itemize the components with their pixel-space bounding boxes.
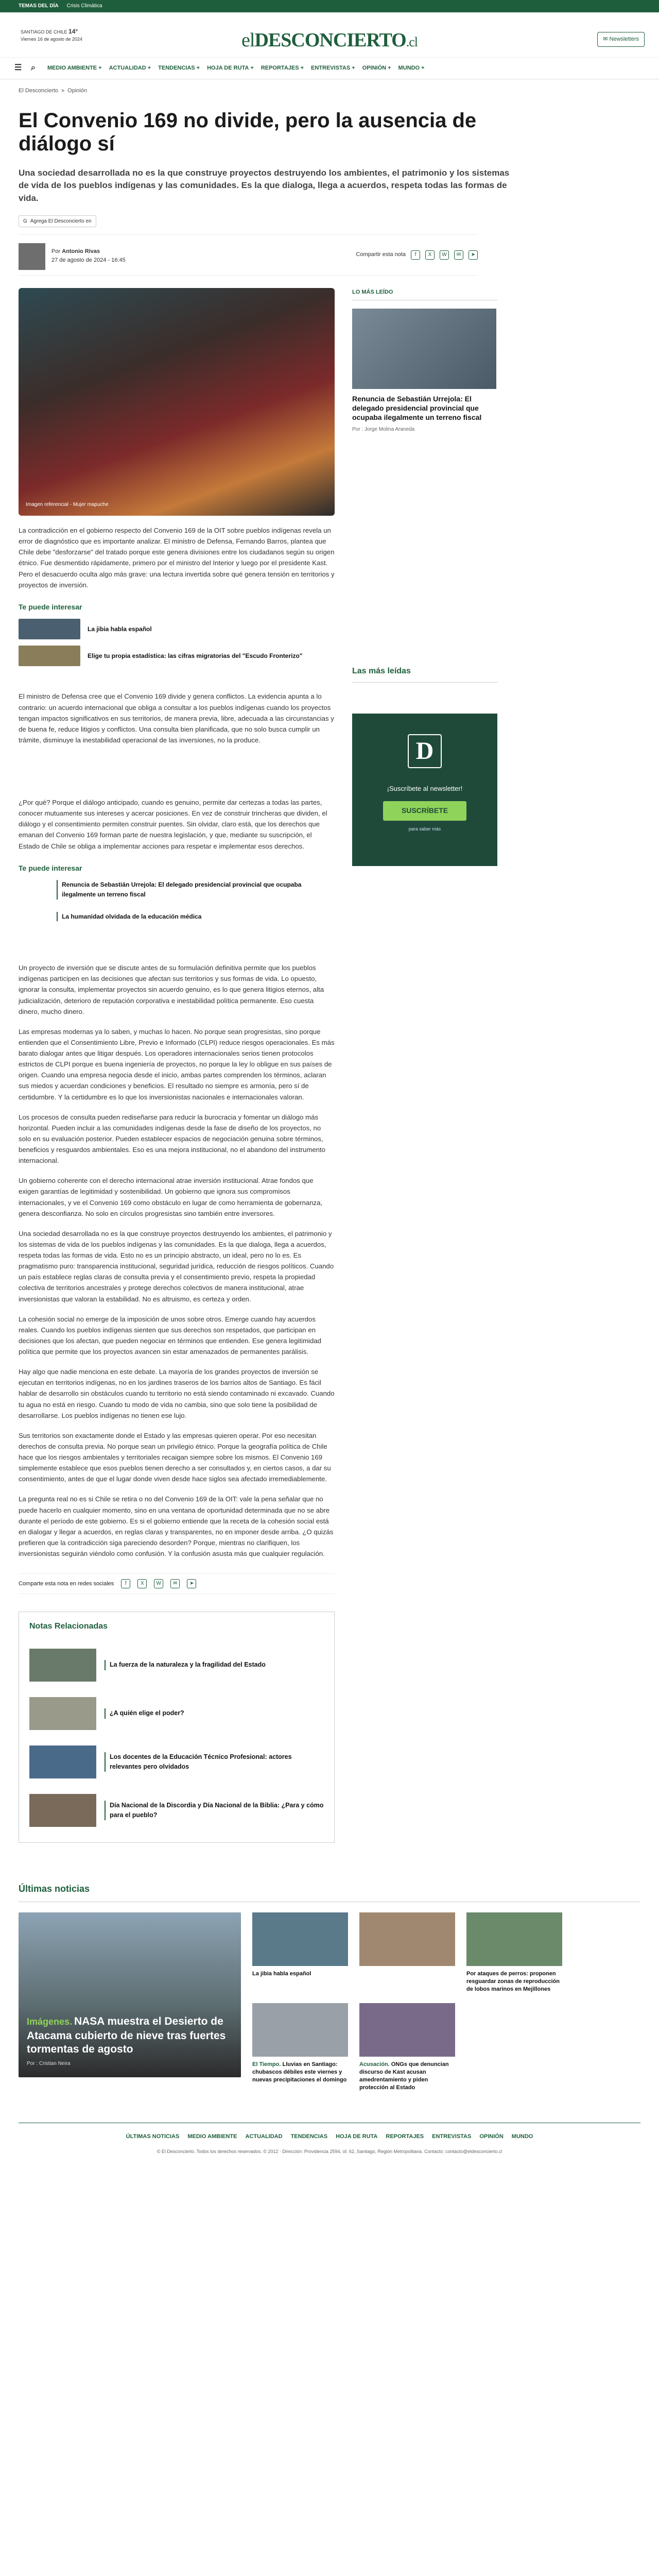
hero-caption: Imagen referencial - Mujer mapuche — [26, 501, 109, 507]
paragraph-11: Sus territorios son exactamente donde el Estado y las empresas quieren operar. Por eso necesitan derechos de consulta previa. No porque sean un privilegio étnico. Porque la geografía política de Chile hace que los riesgos ambientales y territoriales recaigan siempre sobre los mismos. El Convenio 169 simplemente establece que esos pueblos tienen derecho a ser consultados y, en ciertos casos, a dar su consentimiento, antes de que el lugar donde viven desde hace siglos sea afectado irremediablemente. — [19, 1431, 331, 1483]
breadcrumb-section[interactable]: Opinión — [67, 88, 88, 94]
note-thumb — [29, 1745, 96, 1778]
note-thumb — [29, 1649, 96, 1682]
telegram-icon[interactable]: ➤ — [469, 250, 478, 260]
share-label: Compartir esta nota — [356, 251, 406, 258]
plus-icon: + — [196, 64, 200, 71]
nav-item-entrevistas[interactable]: ENTREVISTAS + — [311, 64, 355, 73]
footer-link[interactable]: MEDIO AMBIENTE — [187, 2133, 237, 2140]
main-nav — [0, 58, 659, 79]
newsletter-title: ¡Suscríbete al newsletter! — [387, 784, 463, 792]
related-note[interactable]: La fuerza de la naturaleza y la fragilidad del Estado — [29, 1649, 324, 1682]
nav-item-mundo[interactable]: MUNDO + — [398, 64, 425, 73]
latest-featured-card[interactable]: Imágenes. NASA muestra el Desierto de Atacama cubierto de nieve tras fuertes tormentas de agosto Por : Cristian Neira — [19, 1912, 241, 2077]
related-link-4[interactable]: La humanidad olvidada de la educación médica — [19, 912, 335, 922]
hero-image — [19, 288, 335, 516]
newsletter-box — [352, 714, 497, 866]
paragraph-3: ¿Por qué? Porque el diálogo anticipado, cuando es genuino, permite dar certezas a todas las partes, conocer mutuamente sus intereses y acercar posiciones. En vez de construir trincheras que dividen, el diálogo y el consentimiento permiten construir puentes. Sin olvidar, claro está, que los derechos que emanan del Convenio 169 forman parte de nuestra legislación, y que, mediante su suscripción, el Estado de Chile se obliga a implementar acciones para respetar e implementar esos derechos. — [19, 799, 327, 850]
latest-card[interactable]: Acusación. ONGs que denuncian discurso de Kast acusan amedrentamiento y piden protección al Estado — [359, 2003, 455, 2091]
whatsapp-icon[interactable]: W — [154, 1579, 163, 1588]
related-note[interactable]: Día Nacional de la Discordia y Día Nacional de la Biblia: ¿Para y cómo para el pueblo? — [29, 1794, 324, 1827]
x-icon[interactable]: X — [137, 1579, 147, 1588]
footer-link[interactable]: ENTREVISTAS — [432, 2133, 472, 2140]
topbar-label: TEMAS DEL DÍA — [19, 3, 59, 9]
copyright: © El Desconcierto. Todos los derechos reservados. © 2012 · Dirección: Providencia 2594, of. 62, Santiago, Región Metropolitana. Contacto: contacto@eldesconcierto.cl — [157, 2148, 502, 2154]
paragraph-9: La cohesión social no emerge de la imposición de unos sobre otros. Emerge cuando hay acuerdos reales. Cuando los pueblos indígenas sienten que sus derechos son respetados, que participan en decisiones que los afectan, que pueden negociar en términos que entienden. Ese genera legitimidad política que permite que los proyectos avancen sin estar amenazados de permanentes parálisis. — [19, 1315, 321, 1356]
related-thumb — [19, 619, 80, 639]
nav-item-actualidad[interactable]: ACTUALIDAD + — [109, 64, 151, 73]
latest-card[interactable]: El Tiempo. Lluvias en Santiago: chubascos débiles este viernes y nuevas precipitaciones el domingo — [252, 2003, 348, 2091]
plus-icon: + — [388, 64, 391, 71]
plus-icon: + — [147, 64, 151, 71]
breadcrumb — [0, 83, 659, 99]
temperature: 14° — [68, 28, 78, 35]
author-name[interactable]: Antonio Rivas — [62, 248, 100, 255]
share-top — [356, 250, 478, 260]
sidebar — [352, 288, 497, 866]
most-read-heading: LO MÁS LEÍDO — [352, 288, 497, 300]
nav-item-hoja-de-ruta[interactable]: HOJA DE RUTA + — [207, 64, 254, 73]
most-read-image — [352, 309, 496, 389]
related-notes-title: Notas Relacionadas — [29, 1622, 108, 1631]
plus-icon: + — [421, 64, 425, 71]
latest-news-title: Últimas noticias — [19, 1882, 640, 1902]
footer-link[interactable]: TENDENCIAS — [290, 2133, 328, 2140]
las-mas-leidas-heading: Las más leídas — [352, 665, 497, 683]
nav-item-reportajes[interactable]: REPORTAJES + — [261, 64, 304, 73]
nav-item-medio-ambiente[interactable]: MEDIO AMBIENTE + — [47, 64, 102, 73]
topbar-item[interactable]: Crisis Climática — [66, 3, 102, 9]
plus-icon: + — [300, 64, 304, 71]
avatar — [19, 243, 45, 270]
latest-thumb — [466, 1912, 562, 1966]
te-puede-interesar-heading-2: Te puede interesar — [19, 863, 82, 872]
breadcrumb-sep: » — [61, 88, 65, 94]
whatsapp-icon[interactable]: W — [440, 250, 449, 260]
latest-thumb — [252, 1912, 348, 1966]
byline — [19, 234, 478, 276]
footer-link[interactable]: HOJA DE RUTA — [336, 2133, 378, 2140]
search-icon[interactable]: ⌕ — [31, 63, 36, 73]
share-bottom — [19, 1573, 335, 1594]
newsletter-small: para saber más — [408, 826, 441, 832]
breadcrumb-root[interactable]: El Desconcierto — [19, 88, 59, 94]
x-icon[interactable]: X — [425, 250, 435, 260]
subscribe-button[interactable]: SUSCRÍBETE — [383, 801, 466, 821]
note-thumb — [29, 1697, 96, 1730]
publish-date: 27 de agosto de 2024 - 16:45 — [51, 257, 126, 263]
paragraph-12: La pregunta real no es si Chile se retira o no del Convenio 169 de la OIT: vale la pena señalar que no puede hacerlo en cualquier momento, sino en una ventana de oportunidad determinada que no se abre durante el período de este gobierno. Es si el gobierno entiende que la receta de la cohesión social está en dialogar y llegar a acuerdos, en reglas claras y transparentes, no en imponer desde arriba. ¿O quizás prefieren que la contradicción siga pareciendo desorden? Porque, mientras no clarifiquen, los inversionistas seguirán viéndolo como confusión. Y la confusión asusta más que cualquier regulación. — [19, 1495, 334, 1558]
site-logo[interactable]: elDESCONCIERTO.cl — [241, 29, 418, 51]
plus-icon: + — [98, 64, 102, 71]
google-news-button[interactable]: G Agrega El Desconcierto en — [19, 215, 96, 228]
paragraph-5: Las empresas modernas ya lo saben, y muchas lo hacen. No porque sean progresistas, sino porque entienden que el Consentimiento Libre, Previo e Informado (CLPI) reduce riesgos operacionales. Es más barato dialogar antes que litigar después. Los operadores internacionales serios tienen protocolos estrictos de CLPI porque es buena ingeniería de proyectos, no porque la ley lo obligue en sus países de origen. Cuando una empresa negocia desde el inicio, ambas partes comprenden los términos, aclaran sus miedos y acuerdan condiciones y beneficios. El resultado no siempre es armonía, pero sí de certidumbre. Y la certidumbre es lo que los inversionistas nacionales e internacionales valoran. — [19, 1027, 335, 1101]
related-notes — [19, 1612, 335, 1843]
article-body — [19, 288, 335, 1843]
paragraph-10: Hay algo que nadie menciona en este debate. La mayoría de los grandes proyectos de inversión se ejecutan en territorios indígenas, no en los jardines traseros de los barrios altos de Santiago. Es fácil hablar de desarrollo sin obstáculos cuando tu territorio no está siendo contaminado ni excavado. Cuando tu agua no está en riesgo. Cuando tu modo de vida no cambia, sino que solo tiene la posibilidad de desarrollarse. Los pueblos indígenas no tienen ese lujo. — [19, 1368, 335, 1419]
paragraph-2: El ministro de Defensa cree que el Convenio 169 divide y genera conflictos. La evidencia apunta a lo contrario: un acuerdo internacional que obliga a consultar a los pueblos indígenas cuando los proyectos tengan impactos significativos en sus territorios, de manera previa, libre, adecuada a las circunstancias y de buena fe, reduce litigios y conflictos. Una consulta bien planificada, que no solo busca cumplir un trámite, disminuye la inestabilidad operacional de las inversiones, no la produce. — [19, 692, 334, 744]
related-link-3[interactable]: Renuncia de Sebastián Urrejola: El delegado presidencial provincial que ocupaba ilegalmente un terreno fiscal — [19, 880, 335, 899]
paragraph-1: La contradicción en el gobierno respecto del Convenio 169 de la OIT sobre pueblos indígenas revela un error de diagnóstico que es importante analizar. El ministro de Defensa, Fernando Barros, plantea que Chile debe "desforzarse" del tratado porque este genera divisiones entre los ciudadanos según su origen étnico. Fue desmentido rápidamente, primero por el ministro del Interior y luego por el presidente Kast. Pero el desacuerdo oculta algo más grave: una lectura invertida sobre qué genera tensión en territorios y proyectos de inversión. — [19, 527, 335, 589]
note-thumb — [29, 1794, 96, 1827]
paragraph-6: Los procesos de consulta pueden rediseñarse para reducir la burocracia y fomentar un diálogo más horizontal. Pueden incluir a las comunidades indígenas desde la fase de diseño de los proyectos, no solo en su evaluación posterior. Pueden establecer espacios de negociación genuina sobre términos, beneficios y resguardos ambientales. Eso es una mejora institucional, no el abandono del instrumento internacional. — [19, 1113, 325, 1165]
email-icon[interactable]: ✉ — [170, 1579, 180, 1588]
nav-item-opinion[interactable]: OPINIÓN + — [362, 64, 391, 73]
share-bottom-label: Comparte esta nota en redes sociales — [19, 1580, 114, 1587]
related-link-2[interactable]: Elige tu propia estadística: las cifras migratorias del "Escudo Fronterizo" — [19, 646, 335, 666]
most-read-card[interactable]: Renuncia de Sebastián Urrejola: El delegado presidencial provincial que ocupaba ilegalmente un terreno fiscal Por : Jorge Molina Araneda — [352, 309, 497, 433]
menu-icon[interactable]: ☰ — [14, 63, 22, 73]
footer-link[interactable]: MUNDO — [511, 2133, 533, 2140]
top-bar — [0, 0, 659, 12]
google-icon: G — [23, 218, 27, 224]
paragraph-4: Un proyecto de inversión que se discute antes de su formulación definitiva permite que los pueblos indígenas participen en las decisiones que afectan sus territorios y sus formas de vida. Lo opuesto, ignorar la consulta, implementar proyectos sin acuerdo genuino, es lo que genera litigios eternos, alta judicialización, deterioro de reputación corporativa e inestabilidad política permanente. Eso cuesta dinero, mucho dinero. — [19, 964, 324, 1015]
latest-news — [19, 1879, 640, 2092]
footer-link[interactable]: OPINIÓN — [479, 2133, 504, 2140]
site-header — [0, 12, 659, 58]
header-date: Viernes 16 de agosto de 2024 — [21, 37, 82, 42]
latest-thumb — [252, 2003, 348, 2057]
latest-thumb — [359, 1912, 455, 1966]
email-icon[interactable]: ✉ — [454, 250, 463, 260]
latest-card[interactable]: Por ataques de perros: proponen resguardar zonas de reproducción de lobos marinos en Mejillones — [466, 1912, 562, 1993]
latest-card[interactable]: La jibia habla español — [252, 1912, 348, 1993]
plus-icon: + — [250, 64, 254, 71]
related-note[interactable]: ¿A quién elige el poder? — [29, 1697, 324, 1730]
plus-icon: + — [352, 64, 355, 71]
paragraph-7: Un gobierno coherente con el derecho internacional atrae inversión institucional. Atrae fondos que exigen garantías de legitimidad y sostenibilidad. Un gobierno que ignora sus compromisos internacionales, y ve el Convenio 169 como obstáculo en lugar de como herramienta de gobernanza, genera desconfianza. No solo en círculos progresistas sino también entre inversores. — [19, 1177, 323, 1217]
te-puede-interesar-heading: Te puede interesar — [19, 602, 82, 611]
footer-link[interactable]: ÚLTIMAS NOTICIAS — [126, 2133, 180, 2140]
facebook-icon[interactable]: f — [121, 1579, 130, 1588]
related-link-1[interactable]: La jibia habla español — [19, 619, 335, 639]
footer-link[interactable]: ACTUALIDAD — [245, 2133, 283, 2140]
desconcierto-logo-icon: D — [408, 734, 442, 768]
related-thumb — [19, 646, 80, 666]
article-lead: Una sociedad desarrollada no es la que construye proyectos destruyendo los ambientes, el patrimonio y los sistemas de vida de los pueblos indígenas y las comunidades. Es la que dialoga, llega a acuerdos, respeta todas las formas de vida. — [19, 167, 510, 203]
footer-link[interactable]: REPORTAJES — [386, 2133, 424, 2140]
city-label: SANTIAGO DE CHILE — [21, 29, 67, 35]
paragraph-8: Una sociedad desarrollada no es la que construye proyectos destruyendo los ambientes, el patrimonio y los sistemas de vida de los pueblos indígenas y las comunidades. Es la que dialoga, llega a acuerdos, respeta todas las formas de vida. Esto no es un principio abstracto, un ideal, pero no lo es. Es pragmatismo puro: transparencia institucional, seguridad jurídica, reducción de riesgos políticos. Cuando un país establece reglas claras de consulta previa y el consentimiento previo, respeta la propiedad colectiva de territorios ancestrales y protege derechos colectivos de manera institucional, atrae inversionistas que valoran la estabilidad. No es altruismo, es certeza y orden. — [19, 1229, 334, 1303]
byline-meta: Por Antonio Rivas 27 de agosto de 2024 - 16:45 — [51, 247, 126, 264]
telegram-icon[interactable]: ➤ — [187, 1579, 196, 1588]
newsletters-button[interactable]: ✉ Newsletters — [597, 32, 645, 47]
latest-card[interactable] — [359, 1912, 455, 1993]
site-footer — [19, 2123, 640, 2166]
facebook-icon[interactable]: f — [411, 250, 420, 260]
latest-thumb — [359, 2003, 455, 2057]
page-title: El Convenio 169 no divide, pero la ausencia de diálogo sí — [19, 109, 477, 155]
related-note[interactable]: Los docentes de la Educación Técnico Profesional: actores relevantes pero olvidados — [29, 1745, 324, 1778]
nav-item-tendencias[interactable]: TENDENCIAS + — [158, 64, 200, 73]
